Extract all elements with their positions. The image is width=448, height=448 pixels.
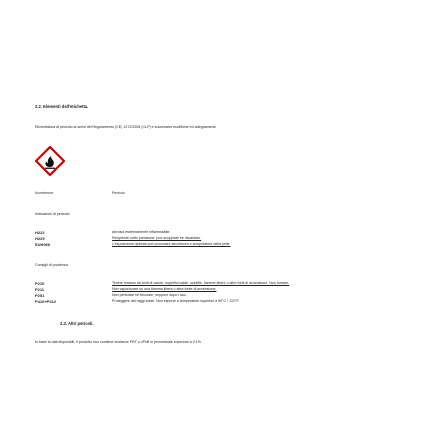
precaution-code-p210: P210	[35, 281, 45, 286]
hazard-text-h229: Recipiente sotto pressione: può scoppiare se riscaldato.	[112, 236, 202, 240]
precaution-code-p410-p412: P410+P412	[35, 299, 57, 304]
precaution-code-p211: P211	[35, 287, 45, 292]
precaution-text-p251: Non perforare né bruciare, neppure dopo l'uso.	[112, 293, 187, 297]
hazard-text-euh066: L'esposizione ripetuta può provocare secchezza e screpolature della pelle.	[112, 242, 231, 246]
signal-word-value: Pericolo	[112, 191, 125, 195]
precaution-code-p251: P251	[35, 293, 45, 298]
section-title-2-3: 2.3. Altri pericoli.	[60, 321, 94, 326]
precaution-text-p211: Non vaporizzare su una fiamma libera o altra fonte di accensione.	[112, 287, 217, 291]
precaution-text-p410-p412: Proteggere dai raggi solari. Non esporre a temperature superiori a 50°C / 122°F.	[112, 299, 240, 303]
hazard-code-h222: H222	[35, 230, 45, 235]
labelling-intro: Etichettatura di pericolo ai sensi del Regolamento (CE) 1272/2008 (CLP) e successive modifiche ed adeguamenti.	[35, 125, 217, 129]
hazard-code-euh066: EUH066	[35, 242, 51, 247]
precaution-text-p210: Tenere lontano da fonti di calore, superfici calde, scintille, fiamme libere o altre fonti di accensione. Non fumare.	[112, 281, 289, 285]
hazard-statements-label: Indicazioni di pericolo:	[35, 212, 71, 216]
flame-pictogram-icon	[35, 146, 65, 176]
precautionary-statements-label: Consigli di prudenza:	[35, 263, 69, 267]
section-title-2-2: 2.2. Elementi dell'etichetta.	[35, 104, 89, 109]
hazard-text-h222: Aerosol estremamente infiammabile.	[112, 230, 171, 234]
other-hazards-text: In base ai dati disponibili, il prodotto non contiene sostanze PBT o vPvB in percentuale superiore a 0,1%.	[35, 340, 202, 344]
hazard-code-h229: H229	[35, 236, 45, 241]
signal-word-label: Avvertenze:	[35, 191, 54, 195]
